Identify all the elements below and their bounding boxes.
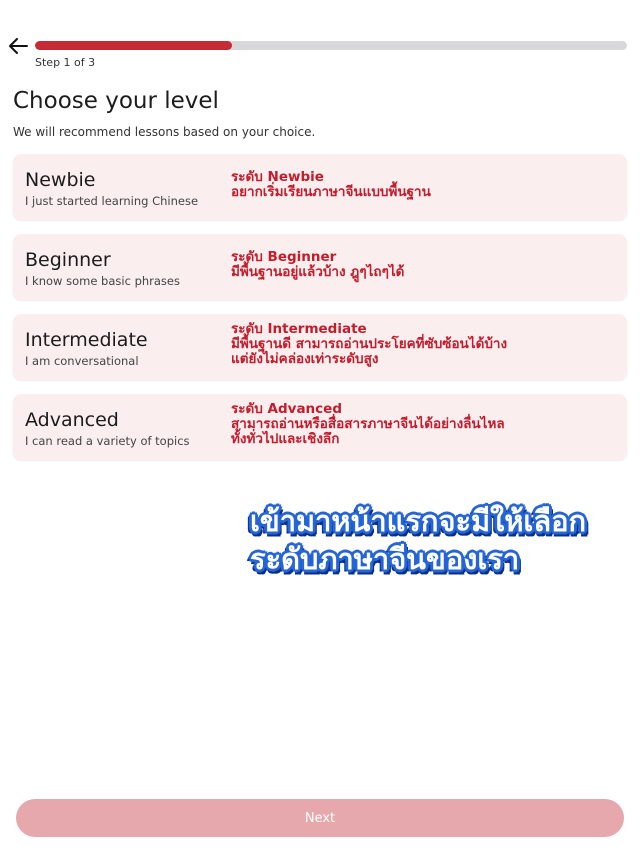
- level-description: I just started learning Chinese: [25, 194, 199, 208]
- caption-line: เข้ามาหน้าแรกจะมีให้เลือก: [250, 504, 587, 538]
- next-button[interactable]: Next: [16, 799, 624, 837]
- level-title: Newbie: [25, 169, 96, 191]
- page-subtitle: We will recommend lessons based on your choice.: [13, 125, 316, 139]
- caption-line: ระดับภาษาจีนของเรา: [250, 542, 520, 576]
- level-note-line: สามารถอ่านหรือสื่อสารภาษาจีนได้อย่างลื่นไหล: [231, 416, 505, 432]
- progress-bar: [35, 41, 627, 50]
- level-note: [231, 250, 621, 280]
- level-note: [231, 170, 621, 200]
- level-option-intermediate[interactable]: [13, 314, 627, 380]
- level-note: [231, 322, 621, 367]
- level-option-advanced[interactable]: [13, 394, 627, 460]
- level-option-beginner[interactable]: [13, 234, 627, 300]
- arrow-left-icon: [8, 38, 28, 54]
- progress-fill: [35, 41, 232, 50]
- level-note-line: มีพื้นฐานดี สามารถอ่านประโยคที่ซับซ้อนได้บ้าง: [231, 336, 508, 352]
- level-title: Advanced: [25, 409, 119, 431]
- level-note-line: ระดับ Intermediate: [231, 321, 367, 337]
- overlay-caption: [250, 502, 630, 578]
- level-note-line: มีพื้นฐานอยู่แล้วบ้าง ฎูๆไถๆได้: [231, 264, 405, 280]
- level-option-newbie[interactable]: [13, 154, 627, 220]
- level-description: I am conversational: [25, 354, 139, 368]
- level-options: [13, 154, 627, 474]
- level-note-line: ทั้งทั่วไปและเชิงลึก: [231, 431, 340, 447]
- level-note-line: ระดับ Advanced: [231, 401, 342, 417]
- level-note-line: อยากเริ่มเรียนภาษาจีนแบบพื้นฐาน: [231, 184, 431, 200]
- level-note-line: ระดับ Beginner: [231, 249, 337, 265]
- page-title: Choose your level: [13, 88, 219, 114]
- level-description: I know some basic phrases: [25, 274, 180, 288]
- level-note: [231, 402, 621, 447]
- level-description: I can read a variety of topics: [25, 434, 190, 448]
- level-note-line: แต่ยังไม่คล่องเท่าระดับสูง: [231, 351, 379, 367]
- level-title: Intermediate: [25, 329, 148, 351]
- back-button[interactable]: [6, 34, 30, 58]
- level-title: Beginner: [25, 249, 111, 271]
- level-note-line: ระดับ Newbie: [231, 169, 324, 185]
- step-label: Step 1 of 3: [35, 56, 96, 69]
